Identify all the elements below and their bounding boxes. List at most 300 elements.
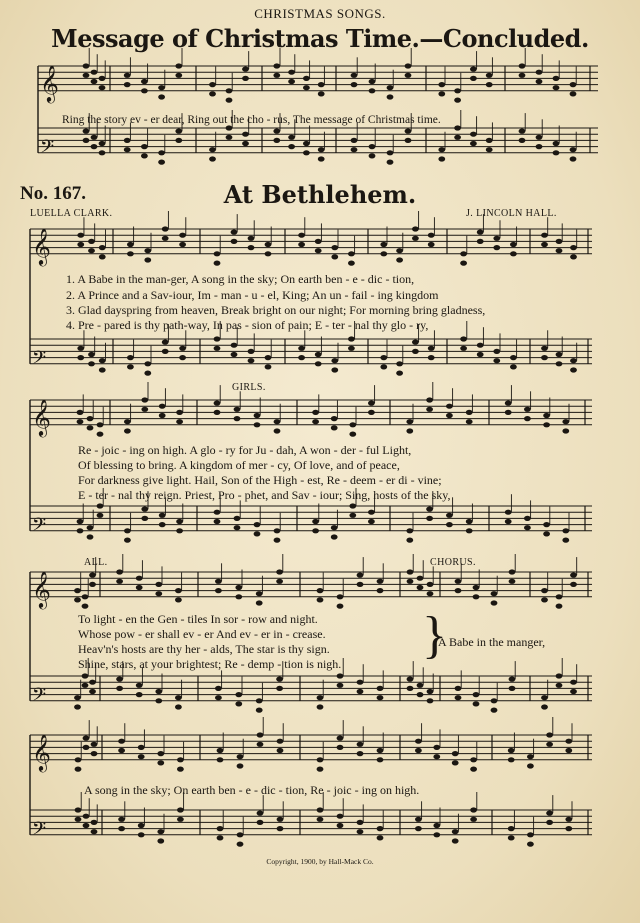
note-head bbox=[412, 236, 419, 241]
note-head bbox=[127, 242, 134, 247]
note-head bbox=[226, 135, 233, 140]
note-head bbox=[417, 683, 424, 688]
note-head bbox=[446, 522, 453, 527]
note-head bbox=[337, 814, 344, 819]
note-head bbox=[470, 767, 477, 772]
note-head bbox=[369, 153, 376, 158]
note-head bbox=[508, 826, 515, 831]
note-head bbox=[406, 428, 413, 433]
note-head bbox=[510, 242, 517, 247]
note-head bbox=[274, 419, 281, 424]
note-head bbox=[405, 129, 412, 134]
note-head bbox=[505, 519, 512, 524]
note-head bbox=[99, 85, 106, 90]
note-head bbox=[155, 689, 162, 694]
note-head bbox=[177, 807, 184, 812]
note-head bbox=[141, 407, 148, 412]
note-head bbox=[470, 757, 477, 762]
note-head bbox=[274, 428, 281, 433]
verse-4-line-1: 4. Pre - pared is thy path-way, In pas - sion of pain; E - ter - nal thy glo - ry, bbox=[66, 318, 429, 332]
note-head bbox=[82, 673, 89, 678]
note-head bbox=[570, 245, 577, 250]
note-head bbox=[77, 410, 84, 415]
note-head bbox=[466, 528, 473, 533]
note-head bbox=[248, 358, 255, 363]
note-head bbox=[116, 569, 123, 574]
note-head bbox=[470, 67, 477, 72]
note-head bbox=[317, 597, 324, 602]
note-head bbox=[231, 352, 238, 357]
note-head bbox=[473, 585, 480, 590]
note-head bbox=[97, 503, 104, 508]
note-head bbox=[87, 425, 94, 430]
note-head bbox=[97, 432, 104, 437]
note-head bbox=[426, 407, 433, 412]
note-head bbox=[226, 88, 233, 93]
note-head bbox=[546, 732, 553, 737]
note-head bbox=[486, 147, 493, 152]
note-head bbox=[349, 432, 356, 437]
note-head bbox=[570, 91, 577, 96]
note-head bbox=[433, 832, 440, 837]
note-head bbox=[315, 352, 322, 357]
note-head bbox=[242, 141, 249, 146]
note-head bbox=[433, 823, 440, 828]
note-head bbox=[438, 82, 445, 87]
note-head bbox=[357, 680, 364, 685]
note-head bbox=[175, 588, 182, 593]
note-head bbox=[231, 343, 238, 348]
note-head bbox=[237, 763, 244, 768]
note-head bbox=[82, 604, 89, 609]
note-head bbox=[536, 79, 543, 84]
note-head bbox=[124, 138, 131, 143]
note-head bbox=[368, 401, 375, 406]
note-head bbox=[175, 129, 182, 134]
note-head bbox=[491, 708, 498, 713]
note-head bbox=[493, 245, 500, 250]
note-head bbox=[317, 807, 324, 812]
verse-4-line-2: E - ter - nal thy reign. Priest, Pro - phet, and Sav - iour; Sing, hosts of the sky, bbox=[78, 488, 451, 502]
note-head bbox=[415, 817, 422, 822]
note-head bbox=[357, 751, 364, 756]
note-head bbox=[175, 597, 182, 602]
note-head bbox=[565, 739, 572, 744]
note-head bbox=[412, 349, 419, 354]
note-head bbox=[357, 829, 364, 834]
note-head bbox=[237, 842, 244, 847]
note-head bbox=[248, 349, 255, 354]
note-head bbox=[426, 507, 433, 512]
note-head bbox=[99, 254, 106, 259]
verse-1-line-3: To light - en the Gen - tiles In sor - row and night. bbox=[78, 612, 318, 626]
note-head bbox=[508, 748, 515, 753]
note-head bbox=[357, 573, 364, 578]
note-head bbox=[509, 579, 516, 584]
note-head bbox=[89, 680, 96, 685]
note-head bbox=[97, 513, 104, 518]
note-head bbox=[570, 573, 577, 578]
note-head bbox=[433, 745, 440, 750]
note-head bbox=[438, 91, 445, 96]
note-head bbox=[91, 144, 98, 149]
note-head bbox=[415, 739, 422, 744]
note-head bbox=[288, 70, 295, 75]
note-head bbox=[83, 745, 90, 750]
note-head bbox=[570, 254, 577, 259]
note-head bbox=[118, 748, 125, 753]
bass-clef-icon: 𝄢 bbox=[32, 514, 47, 540]
note-head bbox=[407, 677, 414, 682]
note-head bbox=[175, 138, 182, 143]
note-head bbox=[89, 573, 96, 578]
note-head bbox=[242, 67, 249, 72]
note-head bbox=[357, 582, 364, 587]
note-head bbox=[556, 673, 563, 678]
note-head bbox=[508, 757, 515, 762]
note-head bbox=[349, 503, 356, 508]
note-head bbox=[377, 686, 384, 691]
note-head bbox=[470, 807, 477, 812]
note-head bbox=[396, 371, 403, 376]
note-head bbox=[157, 760, 164, 765]
note-head bbox=[177, 757, 184, 762]
chorus-first-line: A Babe in the manger, bbox=[438, 635, 546, 649]
note-head bbox=[337, 823, 344, 828]
note-head bbox=[455, 579, 462, 584]
note-head bbox=[274, 538, 281, 543]
note-head bbox=[177, 767, 184, 772]
note-head bbox=[141, 507, 148, 512]
note-head bbox=[407, 579, 414, 584]
note-head bbox=[491, 600, 498, 605]
note-head bbox=[158, 160, 165, 165]
previous-hymn-lyric: Ring the story ev - er dear, Ring out the cho - rus, The message of Christmas time. bbox=[62, 114, 441, 126]
note-head bbox=[570, 156, 577, 161]
note-head bbox=[312, 419, 319, 424]
note-head bbox=[242, 76, 249, 81]
note-head bbox=[357, 820, 364, 825]
note-head bbox=[543, 413, 550, 418]
note-head bbox=[276, 677, 283, 682]
treble-clef-icon: 𝄞 bbox=[32, 226, 51, 265]
note-head bbox=[256, 708, 263, 713]
note-head bbox=[215, 686, 222, 691]
note-head bbox=[396, 257, 403, 262]
note-head bbox=[234, 407, 241, 412]
note-head bbox=[466, 410, 473, 415]
chorus-second-line: A song in the sky; On earth ben - e - dic - tion, Re - joic - ing on high. bbox=[84, 783, 420, 797]
music-credit: J. LINCOLN HALL. bbox=[466, 208, 557, 219]
note-head bbox=[570, 358, 577, 363]
treble-clef-icon: 𝄞 bbox=[40, 63, 59, 102]
note-head bbox=[460, 261, 467, 266]
note-head bbox=[217, 757, 224, 762]
note-head bbox=[527, 754, 534, 759]
note-head bbox=[524, 525, 531, 530]
note-head bbox=[317, 767, 324, 772]
note-head bbox=[87, 525, 94, 530]
note-head bbox=[417, 585, 424, 590]
note-head bbox=[127, 251, 134, 256]
note-head bbox=[277, 826, 284, 831]
note-head bbox=[470, 817, 477, 822]
note-head bbox=[288, 79, 295, 84]
note-head bbox=[298, 242, 305, 247]
note-head bbox=[562, 419, 569, 424]
note-head bbox=[406, 419, 413, 424]
note-head bbox=[396, 361, 403, 366]
note-head bbox=[162, 349, 169, 354]
note-head bbox=[337, 745, 344, 750]
note-head bbox=[276, 579, 283, 584]
note-head bbox=[486, 138, 493, 143]
note-head bbox=[273, 73, 280, 78]
note-head bbox=[74, 588, 81, 593]
note-head bbox=[157, 751, 164, 756]
note-head bbox=[317, 817, 324, 822]
note-head bbox=[234, 416, 241, 421]
note-head bbox=[91, 135, 98, 140]
note-head bbox=[254, 422, 261, 427]
note-head bbox=[179, 242, 186, 247]
note-head bbox=[256, 591, 263, 596]
note-head bbox=[510, 355, 517, 360]
note-head bbox=[118, 826, 125, 831]
note-head bbox=[273, 63, 280, 68]
verse-3-line-1: 3. Glad dayspring from heaven, Break bright on our night; For morning bring gladness, bbox=[66, 303, 486, 317]
note-head bbox=[446, 413, 453, 418]
note-head bbox=[524, 416, 531, 421]
note-head bbox=[460, 336, 467, 341]
note-head bbox=[510, 364, 517, 369]
note-head bbox=[562, 428, 569, 433]
note-head bbox=[509, 569, 516, 574]
note-head bbox=[254, 522, 261, 527]
note-head bbox=[541, 355, 548, 360]
note-head bbox=[214, 519, 221, 524]
note-head bbox=[565, 817, 572, 822]
note-head bbox=[519, 63, 526, 68]
verse-4-line-3: Shine, stars, at your brightest; Re - demp - tion is nigh. bbox=[78, 657, 342, 671]
note-head bbox=[473, 692, 480, 697]
note-head bbox=[369, 79, 376, 84]
note-head bbox=[510, 251, 517, 256]
note-head bbox=[380, 355, 387, 360]
note-head bbox=[337, 683, 344, 688]
note-head bbox=[426, 516, 433, 521]
note-head bbox=[553, 141, 560, 146]
note-head bbox=[493, 236, 500, 241]
note-head bbox=[248, 236, 255, 241]
note-head bbox=[303, 141, 310, 146]
note-head bbox=[337, 594, 344, 599]
note-head bbox=[215, 695, 222, 700]
words-credit: LUELLA CLARK. bbox=[30, 208, 113, 219]
note-head bbox=[77, 355, 84, 360]
note-head bbox=[318, 147, 325, 152]
note-head bbox=[312, 410, 319, 415]
note-head bbox=[473, 594, 480, 599]
note-head bbox=[159, 522, 166, 527]
note-head bbox=[124, 528, 131, 533]
note-head bbox=[337, 736, 344, 741]
note-head bbox=[553, 150, 560, 155]
note-head bbox=[116, 677, 123, 682]
note-head bbox=[536, 144, 543, 149]
verse-2-line-3: Whose pow - er shall ev - er And ev - er in - crease. bbox=[78, 627, 326, 641]
note-head bbox=[570, 367, 577, 372]
note-head bbox=[124, 147, 131, 152]
note-head bbox=[541, 704, 548, 709]
note-head bbox=[277, 739, 284, 744]
treble-clef-icon: 𝄞 bbox=[32, 569, 51, 608]
note-head bbox=[553, 85, 560, 90]
note-head bbox=[276, 686, 283, 691]
note-head bbox=[214, 401, 221, 406]
note-head bbox=[77, 528, 84, 533]
note-head bbox=[454, 135, 461, 140]
note-head bbox=[452, 829, 459, 834]
note-head bbox=[536, 70, 543, 75]
note-head bbox=[505, 510, 512, 515]
note-head bbox=[217, 835, 224, 840]
note-head bbox=[543, 522, 550, 527]
note-head bbox=[136, 585, 143, 590]
note-head bbox=[87, 534, 94, 539]
note-head bbox=[75, 767, 82, 772]
note-head bbox=[124, 73, 131, 78]
note-head bbox=[138, 832, 145, 837]
note-head bbox=[91, 829, 98, 834]
note-head bbox=[91, 742, 98, 747]
note-head bbox=[83, 736, 90, 741]
note-head bbox=[235, 701, 242, 706]
note-head bbox=[75, 757, 82, 762]
note-head bbox=[368, 519, 375, 524]
note-head bbox=[428, 346, 435, 351]
note-head bbox=[406, 538, 413, 543]
note-head bbox=[387, 150, 394, 155]
note-head bbox=[428, 355, 435, 360]
note-head bbox=[82, 683, 89, 688]
girls-marking: GIRLS. bbox=[232, 382, 266, 393]
note-head bbox=[257, 811, 264, 816]
note-head bbox=[248, 245, 255, 250]
note-head bbox=[157, 838, 164, 843]
note-head bbox=[454, 125, 461, 130]
note-head bbox=[88, 361, 95, 366]
note-head bbox=[407, 569, 414, 574]
note-head bbox=[83, 129, 90, 134]
note-head bbox=[144, 371, 151, 376]
note-head bbox=[406, 528, 413, 533]
note-head bbox=[234, 516, 241, 521]
note-head bbox=[357, 742, 364, 747]
note-head bbox=[77, 419, 84, 424]
note-head bbox=[438, 156, 445, 161]
note-head bbox=[415, 826, 422, 831]
note-head bbox=[380, 251, 387, 256]
note-head bbox=[74, 597, 81, 602]
note-head bbox=[116, 579, 123, 584]
note-head bbox=[377, 579, 384, 584]
note-head bbox=[377, 757, 384, 762]
note-head bbox=[88, 352, 95, 357]
note-head bbox=[405, 63, 412, 68]
note-head bbox=[298, 355, 305, 360]
note-head bbox=[99, 76, 106, 81]
hymn-title: At Bethlehem. bbox=[223, 180, 417, 209]
note-head bbox=[254, 413, 261, 418]
note-head bbox=[265, 242, 272, 247]
note-head bbox=[570, 582, 577, 587]
note-head bbox=[357, 689, 364, 694]
note-head bbox=[349, 422, 356, 427]
note-head bbox=[226, 98, 233, 103]
note-head bbox=[318, 91, 325, 96]
note-head bbox=[509, 677, 516, 682]
note-head bbox=[337, 604, 344, 609]
note-head bbox=[83, 138, 90, 143]
note-head bbox=[179, 355, 186, 360]
note-head bbox=[136, 576, 143, 581]
note-head bbox=[508, 835, 515, 840]
note-head bbox=[124, 82, 131, 87]
note-head bbox=[82, 594, 89, 599]
note-head bbox=[214, 251, 221, 256]
note-head bbox=[351, 73, 358, 78]
note-head bbox=[209, 147, 216, 152]
note-head bbox=[317, 757, 324, 762]
note-head bbox=[179, 346, 186, 351]
note-head bbox=[83, 823, 90, 828]
note-head bbox=[127, 364, 134, 369]
note-head bbox=[466, 419, 473, 424]
note-head bbox=[380, 242, 387, 247]
note-head bbox=[556, 361, 563, 366]
note-head bbox=[303, 85, 310, 90]
note-head bbox=[99, 367, 106, 372]
note-head bbox=[91, 751, 98, 756]
note-head bbox=[570, 147, 577, 152]
note-head bbox=[387, 85, 394, 90]
note-head bbox=[331, 416, 338, 421]
note-head bbox=[556, 683, 563, 688]
note-head bbox=[99, 150, 106, 155]
note-head bbox=[273, 129, 280, 134]
bass-clef-icon: 𝄢 bbox=[32, 347, 47, 373]
note-head bbox=[175, 704, 182, 709]
note-head bbox=[541, 695, 548, 700]
note-head bbox=[99, 245, 106, 250]
treble-clef-icon: 𝄞 bbox=[32, 397, 51, 436]
note-head bbox=[141, 88, 148, 93]
note-head bbox=[141, 144, 148, 149]
note-head bbox=[318, 82, 325, 87]
note-head bbox=[303, 150, 310, 155]
note-head bbox=[562, 538, 569, 543]
note-head bbox=[369, 88, 376, 93]
note-head bbox=[331, 534, 338, 539]
note-head bbox=[158, 85, 165, 90]
note-head bbox=[162, 340, 169, 345]
note-head bbox=[556, 239, 563, 244]
note-head bbox=[175, 73, 182, 78]
note-head bbox=[438, 147, 445, 152]
note-head bbox=[455, 695, 462, 700]
note-head bbox=[265, 364, 272, 369]
